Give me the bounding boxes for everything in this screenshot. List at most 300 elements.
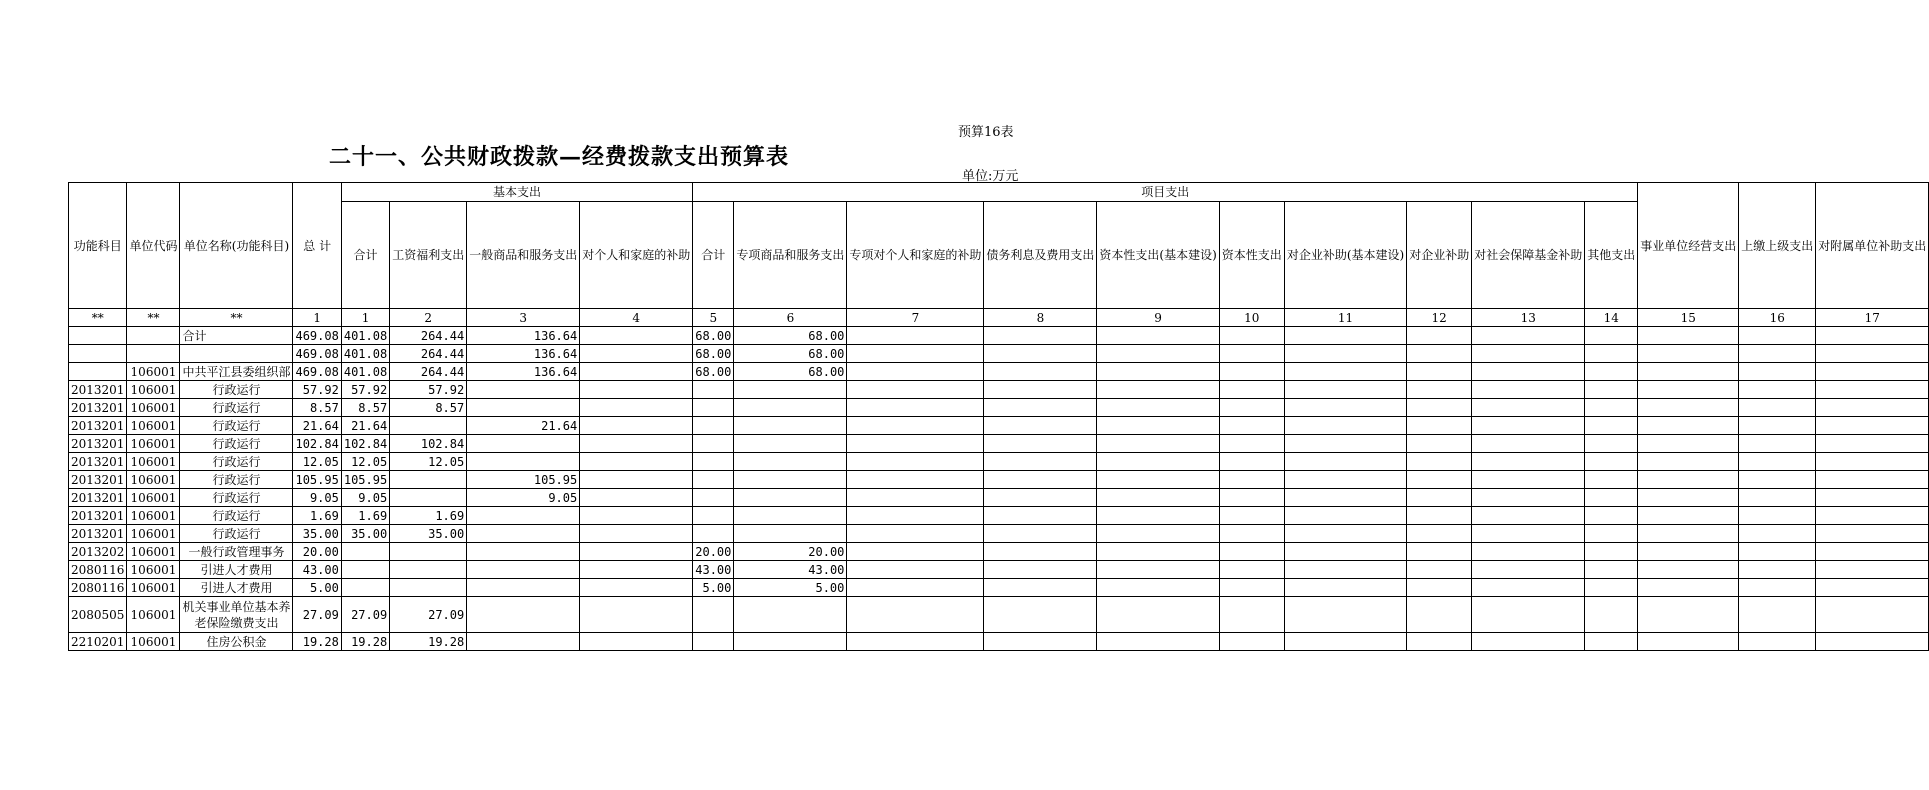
cell-empty <box>1097 489 1219 507</box>
cell-empty <box>984 345 1097 363</box>
cell-empty <box>1284 363 1406 381</box>
cell-b-fam <box>580 471 693 489</box>
cell-code: 106001 <box>127 579 180 597</box>
cell-b-fam <box>580 453 693 471</box>
column-number: 6 <box>734 309 847 327</box>
cell-b-fam <box>580 363 693 381</box>
cell-empty <box>1585 543 1638 561</box>
cell-empty <box>1219 633 1284 651</box>
column-number: 3 <box>467 309 580 327</box>
cell-empty <box>1284 399 1406 417</box>
cell-empty <box>1816 417 1929 435</box>
cell-name: 一般行政管理事务 <box>180 543 293 561</box>
cell-total: 21.64 <box>293 417 341 435</box>
cell-empty <box>1816 507 1929 525</box>
column-number: 16 <box>1739 309 1816 327</box>
column-number: ** <box>180 309 293 327</box>
cell-b-wage: 1.69 <box>390 507 467 525</box>
cell-b-goods: 136.64 <box>467 327 580 345</box>
cell-empty <box>847 399 984 417</box>
cell-empty <box>1284 633 1406 651</box>
header-project-group: 项目支出 <box>693 183 1638 202</box>
table-row <box>69 579 1929 597</box>
cell-empty <box>1219 327 1284 345</box>
cell-b-goods <box>467 381 580 399</box>
cell-empty <box>1284 381 1406 399</box>
cell-empty <box>1739 345 1816 363</box>
cell-empty <box>1638 417 1739 435</box>
cell-b-fam <box>580 489 693 507</box>
cell-code: 106001 <box>127 453 180 471</box>
cell-empty <box>1739 453 1816 471</box>
cell-empty <box>1585 399 1638 417</box>
cell-b-wage <box>390 561 467 579</box>
cell-total: 5.00 <box>293 579 341 597</box>
cell-empty <box>984 435 1097 453</box>
cell-p-total <box>693 453 734 471</box>
cell-empty <box>1097 327 1219 345</box>
cell-empty <box>1585 489 1638 507</box>
cell-b-wage <box>390 543 467 561</box>
cell-empty <box>1472 345 1585 363</box>
cell-empty <box>1097 453 1219 471</box>
cell-empty <box>1219 363 1284 381</box>
cell-empty <box>1638 381 1739 399</box>
cell-empty <box>1816 525 1929 543</box>
cell-empty <box>984 363 1097 381</box>
cell-p-total: 43.00 <box>693 561 734 579</box>
cell-total: 27.09 <box>293 597 341 633</box>
cell-empty <box>1739 363 1816 381</box>
cell-empty <box>1097 543 1219 561</box>
cell-empty <box>1585 507 1638 525</box>
cell-empty <box>1407 417 1472 435</box>
table-row <box>69 543 1929 561</box>
cell-p-goods: 68.00 <box>734 327 847 345</box>
cell-p-goods <box>734 417 847 435</box>
cell-code: 106001 <box>127 543 180 561</box>
cell-code <box>127 327 180 345</box>
cell-total: 43.00 <box>293 561 341 579</box>
cell-name: 引进人才费用 <box>180 579 293 597</box>
cell-empty <box>1284 435 1406 453</box>
column-number-row <box>69 309 1929 327</box>
cell-p-total <box>693 399 734 417</box>
cell-code: 106001 <box>127 597 180 633</box>
cell-func: 2013202 <box>69 543 127 561</box>
cell-empty <box>1472 633 1585 651</box>
cell-empty <box>1816 363 1929 381</box>
cell-empty <box>984 597 1097 633</box>
cell-p-total <box>693 435 734 453</box>
cell-empty <box>1407 525 1472 543</box>
cell-b-total: 105.95 <box>341 471 389 489</box>
cell-empty <box>1816 399 1929 417</box>
cell-name <box>180 345 293 363</box>
header-unit-code: 单位代码 <box>127 183 180 309</box>
cell-empty <box>1097 381 1219 399</box>
cell-name: 行政运行 <box>180 489 293 507</box>
column-number: 2 <box>390 309 467 327</box>
cell-total: 8.57 <box>293 399 341 417</box>
cell-empty <box>1407 489 1472 507</box>
cell-code: 106001 <box>127 471 180 489</box>
cell-p-goods <box>734 525 847 543</box>
cell-empty <box>1739 327 1816 345</box>
cell-b-total <box>341 579 389 597</box>
cell-empty <box>847 381 984 399</box>
cell-b-fam <box>580 345 693 363</box>
cell-b-fam <box>580 399 693 417</box>
table-row <box>69 363 1929 381</box>
cell-empty <box>1219 381 1284 399</box>
cell-empty <box>1407 453 1472 471</box>
cell-empty <box>1739 417 1816 435</box>
cell-b-fam <box>580 633 693 651</box>
cell-name: 行政运行 <box>180 435 293 453</box>
cell-b-wage: 264.44 <box>390 363 467 381</box>
cell-b-total: 401.08 <box>341 345 389 363</box>
cell-empty <box>1739 399 1816 417</box>
cell-empty <box>1219 525 1284 543</box>
header-project-col: 对企业补助(基本建设) <box>1284 202 1406 309</box>
cell-total: 469.08 <box>293 363 341 381</box>
cell-empty <box>1407 561 1472 579</box>
cell-b-goods <box>467 453 580 471</box>
cell-empty <box>1472 417 1585 435</box>
cell-p-goods: 68.00 <box>734 345 847 363</box>
column-number: 1 <box>341 309 389 327</box>
cell-empty <box>984 561 1097 579</box>
header-project-col: 对企业补助 <box>1407 202 1472 309</box>
cell-func: 2013201 <box>69 471 127 489</box>
cell-name: 行政运行 <box>180 453 293 471</box>
cell-empty <box>1585 633 1638 651</box>
header-project-col: 资本性支出(基本建设) <box>1097 202 1219 309</box>
cell-empty <box>1219 597 1284 633</box>
cell-b-total: 9.05 <box>341 489 389 507</box>
cell-empty <box>1472 579 1585 597</box>
cell-empty <box>1472 561 1585 579</box>
cell-empty <box>1284 345 1406 363</box>
cell-p-goods: 5.00 <box>734 579 847 597</box>
cell-p-goods <box>734 435 847 453</box>
cell-empty <box>984 525 1097 543</box>
cell-empty <box>1472 489 1585 507</box>
cell-empty <box>1097 579 1219 597</box>
cell-total: 35.00 <box>293 525 341 543</box>
cell-code: 106001 <box>127 417 180 435</box>
cell-total: 20.00 <box>293 543 341 561</box>
cell-empty <box>1638 363 1739 381</box>
page-title: 二十一、公共财政拨款—经费拨款支出预算表 <box>328 144 789 170</box>
cell-b-total: 102.84 <box>341 435 389 453</box>
cell-empty <box>1472 543 1585 561</box>
cell-empty <box>1816 327 1929 345</box>
cell-func: 2013201 <box>69 435 127 453</box>
cell-b-wage: 12.05 <box>390 453 467 471</box>
cell-name: 行政运行 <box>180 471 293 489</box>
cell-empty <box>984 453 1097 471</box>
cell-b-goods <box>467 597 580 633</box>
cell-empty <box>1739 471 1816 489</box>
cell-name: 中共平江县委组织部 <box>180 363 293 381</box>
cell-func: 2080116 <box>69 579 127 597</box>
cell-total: 1.69 <box>293 507 341 525</box>
cell-empty <box>1472 471 1585 489</box>
cell-empty <box>1638 489 1739 507</box>
cell-name: 引进人才费用 <box>180 561 293 579</box>
cell-empty <box>1472 381 1585 399</box>
cell-b-total: 8.57 <box>341 399 389 417</box>
cell-code: 106001 <box>127 399 180 417</box>
cell-b-total <box>341 561 389 579</box>
cell-func: 2080505 <box>69 597 127 633</box>
cell-func: 2210201 <box>69 633 127 651</box>
cell-empty <box>1472 453 1585 471</box>
column-number: ** <box>69 309 127 327</box>
cell-name: 行政运行 <box>180 381 293 399</box>
cell-empty <box>847 507 984 525</box>
cell-b-total: 35.00 <box>341 525 389 543</box>
cell-empty <box>1284 561 1406 579</box>
cell-empty <box>1638 579 1739 597</box>
cell-p-goods <box>734 633 847 651</box>
cell-empty <box>1284 327 1406 345</box>
cell-empty <box>1816 381 1929 399</box>
cell-code: 106001 <box>127 381 180 399</box>
cell-empty <box>984 417 1097 435</box>
cell-func <box>69 345 127 363</box>
cell-b-total: 401.08 <box>341 363 389 381</box>
cell-empty <box>1816 543 1929 561</box>
cell-p-total: 20.00 <box>693 543 734 561</box>
cell-b-total: 21.64 <box>341 417 389 435</box>
table-row <box>69 525 1929 543</box>
cell-empty <box>1472 435 1585 453</box>
cell-empty <box>1284 543 1406 561</box>
cell-empty <box>1472 399 1585 417</box>
table-row <box>69 453 1929 471</box>
cell-total: 105.95 <box>293 471 341 489</box>
cell-empty <box>1097 399 1219 417</box>
budget-table <box>68 182 1929 651</box>
cell-empty <box>1585 579 1638 597</box>
cell-empty <box>1638 345 1739 363</box>
table-row <box>69 633 1929 651</box>
cell-empty <box>1585 525 1638 543</box>
cell-p-goods: 68.00 <box>734 363 847 381</box>
cell-b-fam <box>580 543 693 561</box>
cell-empty <box>1097 507 1219 525</box>
cell-empty <box>1638 525 1739 543</box>
cell-b-total: 27.09 <box>341 597 389 633</box>
cell-empty <box>1284 417 1406 435</box>
cell-empty <box>847 471 984 489</box>
cell-empty <box>1097 345 1219 363</box>
cell-b-wage: 19.28 <box>390 633 467 651</box>
cell-empty <box>1284 471 1406 489</box>
cell-p-goods <box>734 381 847 399</box>
cell-empty <box>1407 399 1472 417</box>
header-basic-col: 一般商品和服务支出 <box>467 202 580 309</box>
cell-empty <box>1219 561 1284 579</box>
cell-func: 2013201 <box>69 489 127 507</box>
cell-b-wage <box>390 489 467 507</box>
cell-code: 106001 <box>127 561 180 579</box>
table-row <box>69 435 1929 453</box>
cell-b-wage: 102.84 <box>390 435 467 453</box>
cell-empty <box>1585 453 1638 471</box>
cell-code: 106001 <box>127 363 180 381</box>
cell-b-goods: 136.64 <box>467 345 580 363</box>
cell-empty <box>1219 417 1284 435</box>
cell-b-goods <box>467 399 580 417</box>
cell-empty <box>1284 579 1406 597</box>
header-project-col: 资本性支出 <box>1219 202 1284 309</box>
cell-name: 行政运行 <box>180 507 293 525</box>
cell-func <box>69 327 127 345</box>
cell-b-wage: 57.92 <box>390 381 467 399</box>
cell-empty <box>847 543 984 561</box>
cell-empty <box>1739 633 1816 651</box>
cell-empty <box>1816 633 1929 651</box>
cell-b-fam <box>580 507 693 525</box>
cell-empty <box>847 435 984 453</box>
unit-label: 单位:万元 <box>962 169 1019 184</box>
cell-empty <box>1219 507 1284 525</box>
cell-empty <box>1816 597 1929 633</box>
table-row <box>69 327 1929 345</box>
cell-b-fam <box>580 381 693 399</box>
cell-empty <box>1816 471 1929 489</box>
table-row <box>69 489 1929 507</box>
cell-empty <box>1638 435 1739 453</box>
cell-empty <box>1585 381 1638 399</box>
cell-empty <box>1585 435 1638 453</box>
cell-empty <box>1638 399 1739 417</box>
cell-empty <box>1816 579 1929 597</box>
cell-empty <box>1407 633 1472 651</box>
cell-empty <box>1219 345 1284 363</box>
cell-b-fam <box>580 435 693 453</box>
cell-p-goods: 20.00 <box>734 543 847 561</box>
column-number: 13 <box>1472 309 1585 327</box>
cell-empty <box>1219 399 1284 417</box>
cell-b-wage <box>390 471 467 489</box>
table-row <box>69 345 1929 363</box>
cell-b-fam <box>580 327 693 345</box>
table-row <box>69 561 1929 579</box>
table-row <box>69 597 1929 633</box>
column-number: 1 <box>293 309 341 327</box>
cell-b-wage: 264.44 <box>390 327 467 345</box>
cell-name: 住房公积金 <box>180 633 293 651</box>
cell-p-total <box>693 489 734 507</box>
cell-empty <box>1407 543 1472 561</box>
cell-b-total <box>341 543 389 561</box>
cell-name: 机关事业单位基本养老保险缴费支出 <box>180 597 293 633</box>
cell-total: 469.08 <box>293 345 341 363</box>
cell-b-goods: 9.05 <box>467 489 580 507</box>
cell-empty <box>847 579 984 597</box>
cell-b-total: 1.69 <box>341 507 389 525</box>
cell-empty <box>1097 417 1219 435</box>
cell-empty <box>1284 597 1406 633</box>
cell-b-wage: 264.44 <box>390 345 467 363</box>
cell-empty <box>1638 597 1739 633</box>
cell-empty <box>1407 579 1472 597</box>
cell-empty <box>847 489 984 507</box>
cell-b-goods <box>467 543 580 561</box>
header-basic-col: 工资福利支出 <box>390 202 467 309</box>
cell-name: 行政运行 <box>180 525 293 543</box>
cell-empty <box>1739 561 1816 579</box>
header-extra-col: 事业单位经营支出 <box>1638 183 1739 309</box>
cell-empty <box>1407 381 1472 399</box>
cell-b-goods <box>467 579 580 597</box>
cell-empty <box>847 633 984 651</box>
cell-total: 19.28 <box>293 633 341 651</box>
cell-p-total <box>693 507 734 525</box>
cell-empty <box>1219 489 1284 507</box>
cell-empty <box>1739 507 1816 525</box>
cell-empty <box>984 579 1097 597</box>
form-number: 预算16表 <box>958 125 1014 140</box>
cell-b-wage <box>390 417 467 435</box>
cell-empty <box>1585 597 1638 633</box>
cell-b-goods: 21.64 <box>467 417 580 435</box>
cell-empty <box>1407 471 1472 489</box>
cell-empty <box>1097 633 1219 651</box>
cell-empty <box>1739 381 1816 399</box>
cell-empty <box>1638 507 1739 525</box>
cell-func: 2080116 <box>69 561 127 579</box>
cell-code: 106001 <box>127 489 180 507</box>
header-extra-col: 上缴上级支出 <box>1739 183 1816 309</box>
cell-b-total: 12.05 <box>341 453 389 471</box>
column-number: 12 <box>1407 309 1472 327</box>
cell-empty <box>1407 507 1472 525</box>
cell-p-goods: 43.00 <box>734 561 847 579</box>
cell-p-total <box>693 633 734 651</box>
cell-empty <box>1739 579 1816 597</box>
cell-b-goods <box>467 561 580 579</box>
cell-empty <box>984 489 1097 507</box>
cell-b-goods <box>467 435 580 453</box>
cell-func: 2013201 <box>69 381 127 399</box>
table-row <box>69 399 1929 417</box>
cell-empty <box>847 453 984 471</box>
header-total: 总 计 <box>293 183 341 309</box>
cell-empty <box>984 507 1097 525</box>
table-row <box>69 471 1929 489</box>
cell-b-wage: 27.09 <box>390 597 467 633</box>
cell-empty <box>1219 471 1284 489</box>
cell-empty <box>1816 345 1929 363</box>
cell-total: 12.05 <box>293 453 341 471</box>
cell-b-fam <box>580 561 693 579</box>
cell-empty <box>1284 489 1406 507</box>
cell-b-goods <box>467 633 580 651</box>
cell-empty <box>1816 489 1929 507</box>
cell-empty <box>1638 561 1739 579</box>
cell-empty <box>1407 363 1472 381</box>
column-number: 17 <box>1816 309 1929 327</box>
cell-p-total: 5.00 <box>693 579 734 597</box>
cell-empty <box>1816 453 1929 471</box>
cell-empty <box>847 345 984 363</box>
